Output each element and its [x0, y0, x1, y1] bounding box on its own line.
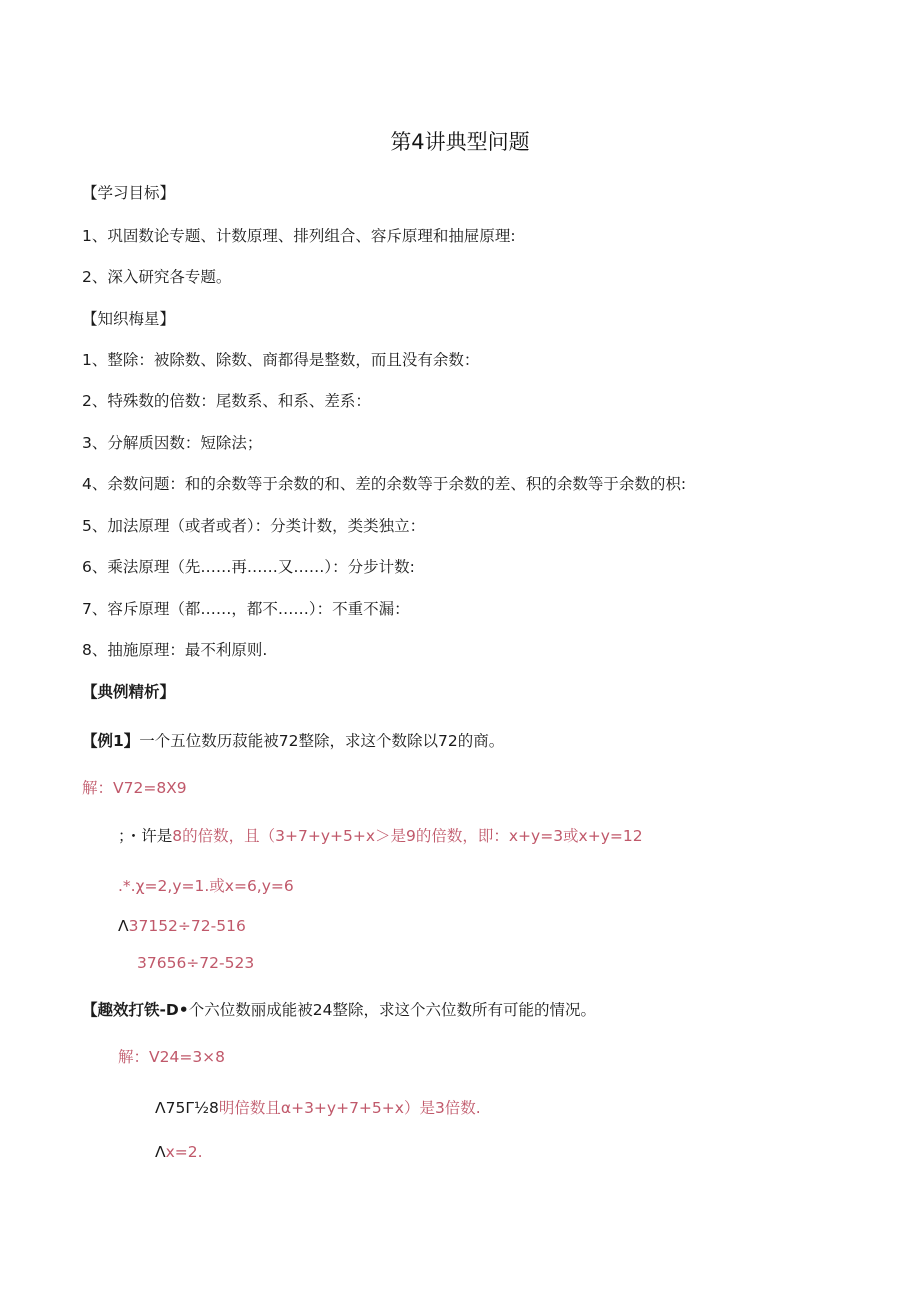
examples-heading: 【典例精析】: [82, 683, 176, 701]
solution-2-line-3-text: x=2.: [165, 1143, 203, 1161]
knowledge-item: 3、分解质因数：短除法；: [82, 434, 263, 452]
practice-text: 个六位数丽成能被24整除，求这个六位数所有可能的情况。: [188, 1001, 596, 1019]
example-1: [82, 731, 504, 751]
objectives-heading: 【学习目标】: [82, 184, 176, 202]
practice-label: 【趣效打铁-D•: [82, 1001, 189, 1019]
example-1-text: 一个五位数历菽能被72整除，求这个数除以72的商。: [139, 732, 505, 750]
knowledge-item: 5、加法原理（或者或者）：分类计数，类类独立：: [82, 517, 426, 535]
practice-problem: [82, 1000, 596, 1020]
solution-2-line-2-text: 明倍数且α+3+y+7+5+x）是3倍数.: [218, 1099, 481, 1117]
objective-item: 2、深入研究各专题。: [82, 268, 232, 286]
knowledge-item: 2、特殊数的倍数：尾数系、和系、差系：: [82, 392, 371, 410]
solution-2-line-2-prefix: Λ75Γ½8: [155, 1099, 219, 1117]
solution-2-line-3-prefix: Λ: [155, 1143, 166, 1161]
knowledge-heading: 【知织梅星】: [82, 310, 176, 328]
page-title: 第4讲典型问题: [390, 130, 530, 154]
solution-1-line-2-text: 8的倍数，且（3+7+y+5+x＞是9的倍数，即：x+y=3或x+y=12: [172, 827, 643, 845]
knowledge-item: 4、余数问题：和的余数等于余数的和、差的余数等于余数的差、积的余数等于余数的枳:: [82, 475, 687, 493]
solution-1-line-4-text: 37152÷72-516: [128, 917, 246, 935]
solution-1-line-4: [118, 916, 246, 936]
knowledge-item: 8、抽施原理：最不利原则.: [82, 641, 268, 659]
solution-1-line-5: 37656÷72-523: [137, 954, 255, 972]
solution-2-line-3: [155, 1142, 203, 1162]
objective-item: 1、巩固数论专题、计数原理、排列组合、容斥原理和抽屉原理:: [82, 227, 516, 245]
knowledge-item: 6、乘法原理（先……再……又……）：分步计数:: [82, 558, 415, 576]
solution-1-line-3: .*.χ=2,y=1.或x=6,y=6: [118, 877, 294, 895]
solution-1-line-4-prefix: Λ: [118, 917, 129, 935]
solution-1-line-2: [118, 826, 643, 846]
solution-1-line-1: 解：V72=8X9: [82, 779, 187, 797]
solution-2-line-2: [155, 1098, 481, 1118]
knowledge-item: 7、容斥原理（都……，都不……）：不重不漏：: [82, 600, 410, 618]
solution-2-line-1: 解：V24=3×8: [118, 1048, 226, 1066]
solution-1-line-2-prefix: ；・许是: [118, 827, 173, 845]
example-1-label: 【例1】: [82, 732, 140, 750]
knowledge-item: 1、整除：被除数、除数、商都得是整数，而且没有余数：: [82, 351, 480, 369]
